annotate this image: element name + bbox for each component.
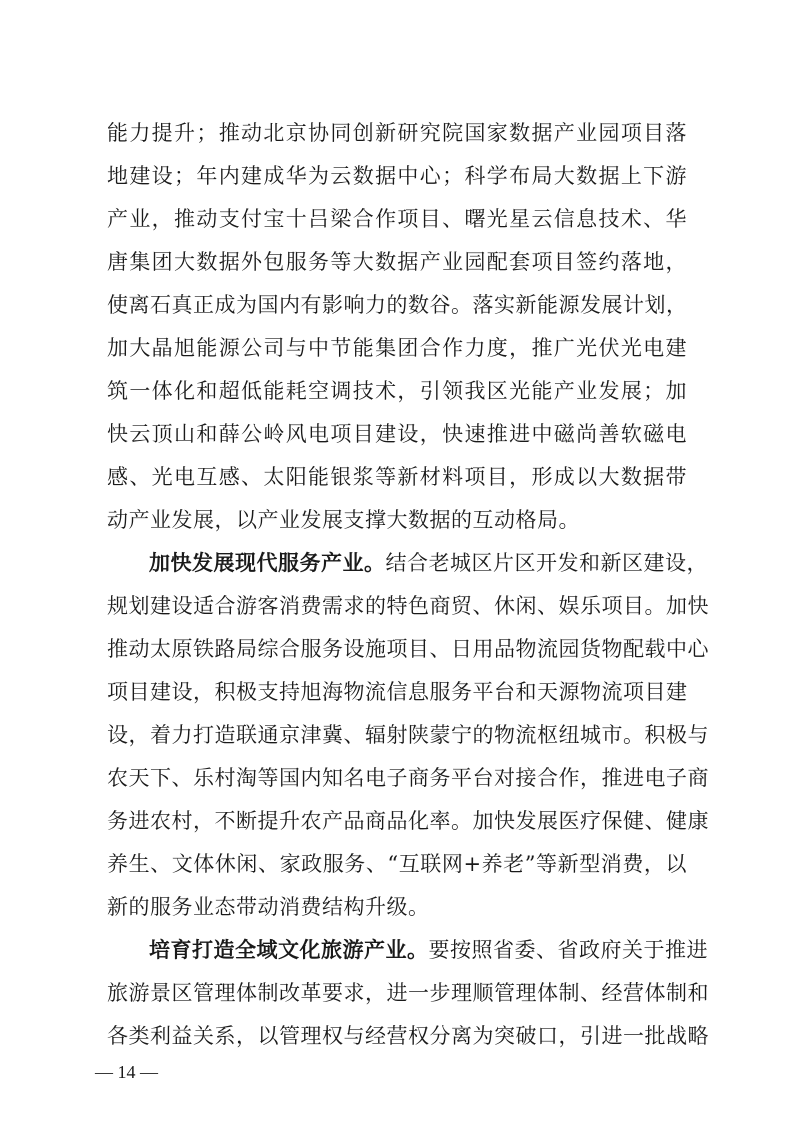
page-number: — 14 — bbox=[95, 1062, 158, 1082]
text-line: 产业，推动支付宝十吕梁合作项目、曙光星云信息技术、华 bbox=[107, 207, 687, 231]
text-line: 推动太原铁路局综合服务设施项目、日用品物流园货物配载中心 bbox=[107, 637, 709, 661]
text-span: 要按照省委、省政府关于推进 bbox=[428, 938, 708, 962]
paragraph-heading: 培育打造全域文化旅游产业。 bbox=[149, 938, 429, 962]
text-line: 快云顶山和薛公岭风电项目建设，快速推进中磁尚善软磁电 bbox=[107, 422, 687, 446]
text-line: 感、光电互感、太阳能银浆等新材料项目，形成以大数据带 bbox=[107, 465, 687, 489]
text-line: 唐集团大数据外包服务等大数据产业园配套项目签约落地， bbox=[107, 250, 687, 274]
text-line: 各类利益关系，以管理权与经营权分离为突破口，引进一批战略 bbox=[107, 1024, 709, 1048]
text-line: 使离石真正成为国内有影响力的数谷。落实新能源发展计划， bbox=[107, 293, 688, 317]
paragraph-first-line bbox=[149, 937, 708, 963]
paragraph-heading: 加快发展现代服务产业。 bbox=[149, 551, 386, 575]
text-line: 新的服务业态带动消费结构升级。 bbox=[107, 895, 430, 919]
text-line: 能力提升；推动北京协同创新研究院国家数据产业园项目落 bbox=[107, 121, 687, 145]
text-line: 设，着力打造联通京津冀、辐射陕蒙宁的物流枢纽城市。积极与 bbox=[107, 723, 709, 747]
text-line: 加大晶旭能源公司与中节能集团合作力度，推广光伏光电建 bbox=[107, 336, 687, 360]
text-line: 筑一体化和超低能耗空调技术，引领我区光能产业发展；加 bbox=[107, 379, 687, 403]
text-line: 农天下、乐村淘等国内知名电子商务平台对接合作，推进电子商 bbox=[107, 766, 709, 790]
text-line: 项目建设，积极支持旭海物流信息服务平台和天源物流项目建 bbox=[107, 680, 688, 704]
text-line: 务进农村，不断提升农产品商品化率。加快发展医疗保健、健康 bbox=[107, 809, 709, 833]
paragraph-first-line bbox=[149, 550, 708, 576]
text-span: 结合老城区片区开发和新区建设， bbox=[385, 551, 708, 575]
text-line: 地建设；年内建成华为云数据中心；科学布局大数据上下游 bbox=[107, 164, 687, 188]
text-line: 规划建设适合游客消费需求的特色商贸、休闲、娱乐项目。加快 bbox=[107, 594, 709, 618]
text-line: 动产业发展，以产业发展支撑大数据的互动格局。 bbox=[107, 508, 580, 532]
text-line: 养生、文体休闲、家政服务、“互联网+养老”等新型消费，以 bbox=[107, 852, 687, 876]
text-line: 旅游景区管理体制改革要求，进一步理顺管理体制、经营体制和 bbox=[107, 981, 709, 1005]
